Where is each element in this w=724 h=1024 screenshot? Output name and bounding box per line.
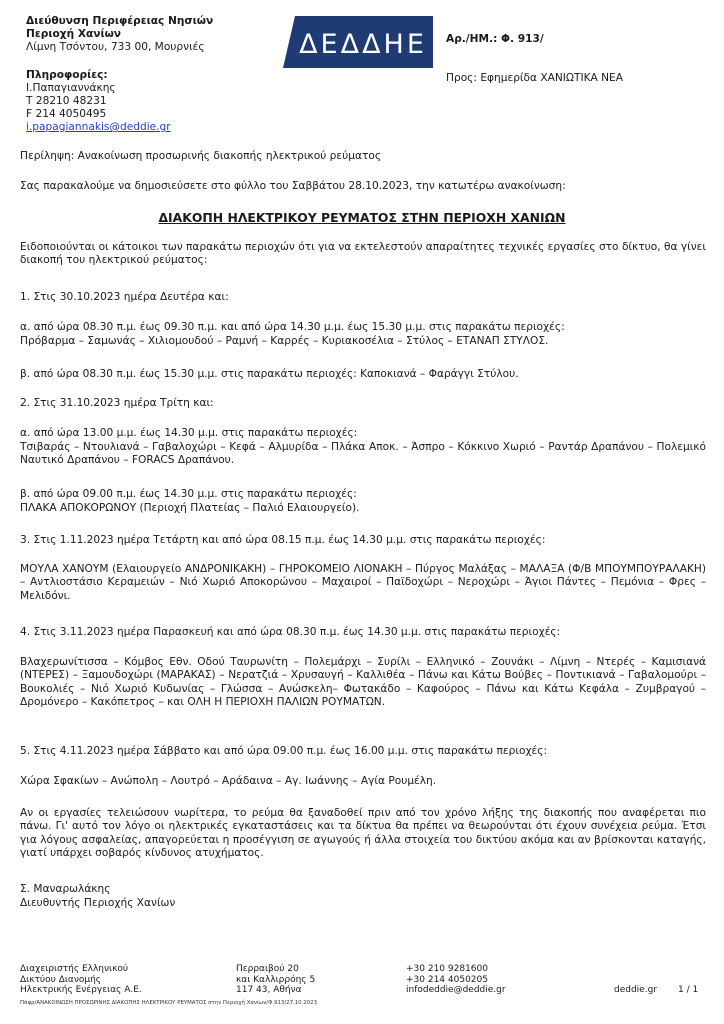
footer-fax: +30 214 4050205 (406, 974, 488, 985)
publish-request: Σας παρακαλούμε να δημοσιεύσετε στο φύλλο του Σαββάτου 28.10.2023, την κατωτέρω ανακοίνωση: (20, 180, 566, 192)
item-1-heading: 1. Στις 30.10.2023 ημέρα Δευτέρα και: (20, 291, 229, 303)
contact-fax: F 214 4050495 (26, 108, 107, 120)
footer-website[interactable]: deddie.gr (614, 985, 657, 995)
item-2b-time: β. από ώρα 09.00 π.μ. έως 14.30 μ.μ. στις παρακάτω περιοχές: (20, 488, 357, 500)
footer-email[interactable]: infodeddie@deddie.gr (406, 985, 506, 996)
page-number: 1 / 1 (678, 985, 699, 995)
contact-email-link[interactable]: i.papagiannakis@deddie.gr (26, 121, 171, 133)
deddie-logo (283, 16, 433, 68)
sender-address: Λίμνη Τσόντου, 733 00, Μουρνιές (26, 41, 205, 53)
contact-name: Ι.Παπαγιαννάκης (26, 82, 116, 94)
signature-name: Σ. Μαναρωλάκης (20, 883, 111, 895)
closing-paragraph: Αν οι εργασίες τελειώσουν νωρίτερα, το ρεύμα θα ξαναδοθεί πριν από τον χρόνο λήξης της διακοπής που αναφέρεται πιο πάνω. Γι' αυτό τον λόγο οι ηλεκτρικές εγκαταστάσεις και τα δίκτυα θα πρέπει να θεωρούνται ότι έχουν συνέχεια ρεύμα. Έτσι για λόγους ασφαλείας, απαγορεύεται η προσέγγιση σε αγωγούς ή άλλα στοιχεία του δικτύου ακόμα και αν βρίσκονται καταγής, γιατί υπάρχει σοβαρός κίνδυνος ατυχήματος. (20, 807, 706, 860)
footer-company-line: Δικτύου Διανομής (20, 974, 102, 985)
item-2a-time: α. από ώρα 13.00 μ.μ. έως 14.30 μ.μ. στις παρακάτω περιοχές: (20, 427, 358, 439)
summary: Περίληψη: Ανακοίνωση προσωρινής διακοπής ηλεκτρικού ρεύματος (20, 150, 382, 162)
contact-phone: T 28210 48231 (26, 95, 107, 107)
item-5-areas: Χώρα Σφακίων – Ανώπολη – Λουτρό – Αράδαινα – Αγ. Ιωάννης – Αγία Ρουμέλη. (20, 775, 437, 787)
sender-block (26, 15, 213, 134)
item-4-heading: 4. Στις 3.11.2023 ημέρα Παρασκευή και από ώρα 08.30 π.μ. έως 14.30 μ.μ. στις παρακάτω περιοχές: (20, 626, 561, 638)
footer-company-line: Διαχειριστής Ελληνικού (20, 964, 129, 974)
intro-paragraph: Ειδοποιούνται οι κάτοικοι των παρακάτω περιοχών ότι για να εκτελεστούν απαραίτητες τεχνικές εργασίες στο δίκτυο, θα γίνει διακοπή του ηλεκτρικού ρεύματος: (20, 241, 706, 267)
item-3-areas: ΜΟΥΛΑ ΧΑΝΟΥΜ (Ελαιουργείο ΑΝΔΡΟΝΙΚΑΚΗ) – ΓΗΡΟΚΟΜΕΙΟ ΛΙΟΝΑΚΗ – Πύργος Μαλάξας – ΜΑΛΑΞΑ (Φ/Β ΜΠΟΥΜΠΟΥΡΑΛΑΚΗ) – Αντλιοστάσιο Κεραμειών – Νιό Χωριό Αποκορώνου – Μαχαιροί – Παϊδοχώρι – Νεροχώρι – Άγιοι Πάντες – Πεμόνια – Φρες – Μελιδόνι. (20, 563, 706, 602)
item-5-heading: 5. Στις 4.11.2023 ημέρα Σάββατο και από ώρα 09.00 π.μ. έως 16.00 μ.μ. στις παρακάτω περιοχές: (20, 745, 548, 757)
file-path: Πάφρ/ΑΝΑΚΟΙΝΩΣΗ ΠΡΟΣΩΡΙΝΗΣ ΔΙΑΚΟΠΗΣ ΗΛΕΚΤΡΙΚΟΥ ΡΕΥΜΑΤΟΣ στην Περιοχή Χανίων/Φ.913/27.10.2023 (20, 1000, 318, 1006)
item-4-areas: Βλαχερωνίτισσα – Κόμβος Εθν. Οδού Ταυρωνίτη – Πολεμάρχι – Συρίλι – Ελληνικό – Ζουνάκι – Λίμνη – Ντερές – Καμισιανά (ΝΤΕΡΕΣ) – Ξαμουδοχώρι (ΜΑΡΑΚΑΣ) – Νερατζιά – Χρυσαυγή – Καλλιθέα – Πάνω και Κάτω Βούβες – Ποντικιανά – Γαβαλομούρι – Βουκολιές – Νιό Χωριό Κυδωνίας – Γλώσσα – Ανώσκελη– Φωτακάδο – Καφούρος – Πάνω και Κάτω Κεφάλα – Ζυμβραγού – Δρομόνερο – Κακόπετρος – και ΟΛΗ Η ΠΕΡΙΟΧΗ ΠΑΛΙΩΝ ΡΟΥΜΑΤΩΝ. (20, 656, 706, 709)
item-1a-areas: Πρόβαρμα – Σαμωνάς – Χιλιομουδού – Ραμνή – Καρρές – Κυριακοσέλια – Στύλος – ΕΤΑΝΑΠ ΣΤΥΛΟΣ. (20, 335, 549, 347)
footer-address (236, 964, 315, 996)
item-2b-areas: ΠΛΑΚΑ ΑΠΟΚΟΡΩΝΟΥ (Περιοχή Πλατείας – Παλιό Ελαιουργείο). (20, 502, 360, 514)
info-label: Πληροφορίες: (26, 69, 108, 81)
footer-address-line: και Καλλιρρόης 5 (236, 974, 316, 985)
item-1b: β. από ώρα 08.30 π.μ. έως 15.30 μ.μ. στις παρακάτω περιοχές: Καποκιανά – Φαράγγι Στύλου. (20, 368, 519, 380)
item-2-heading: 2. Στις 31.10.2023 ημέρα Τρίτη και: (20, 397, 214, 409)
item-2a-areas: Τσιβαράς – Ντουλιανά – Γαβαλοχώρι – Κεφά – Αλμυρίδα – Πλάκα Αποκ. – Άσπρο – Κόκκινο Χωριό – Ραντάρ Δραπάνου – Πολεμικό Ναυτικό Δραπάνου – FORACS Δραπάνου. (20, 441, 706, 467)
signature-position: Διευθυντής Περιοχής Χανίων (20, 897, 176, 909)
footer-company (20, 964, 142, 996)
sender-org: Διεύθυνση Περιφέρειας Νησιών (26, 15, 214, 27)
footer-address-line: 117 43, Αθήνα (236, 985, 302, 996)
announcement-title: ΔΙΑΚΟΠΗ ΗΛΕΚΤΡΙΚΟΥ ΡΕΥΜΑΤΟΣ ΣΤΗΝ ΠΕΡΙΟΧΗ ΧΑΝΙΩΝ (158, 210, 566, 225)
item-3-heading: 3. Στις 1.11.2023 ημέρα Τετάρτη και από ώρα 08.15 π.μ. έως 14.30 μ.μ. στις παρακάτω περιοχές: (20, 534, 546, 546)
footer-phone: +30 210 9281600 (406, 964, 488, 974)
footer-company-line: Ηλεκτρικής Ενέργειας Α.Ε. (20, 985, 142, 996)
footer-contacts (406, 964, 506, 996)
footer-address-line: Περραιβού 20 (236, 964, 299, 974)
reference-number: Αρ./ΗΜ.: Φ. 913/ (446, 33, 544, 45)
recipient: Προς: Εφημερίδα ΧΑΝΙΩΤΙΚΑ ΝΕΑ (446, 72, 624, 84)
logo-text: ΔΕΔΔΗΕ (299, 29, 427, 60)
item-1a-time: α. από ώρα 08.30 π.μ. έως 09.30 π.μ. και από ώρα 14.30 μ.μ. έως 15.30 μ.μ. στις παρακάτω περιοχές: (20, 321, 565, 333)
sender-area: Περιοχή Χανίων (26, 28, 122, 40)
